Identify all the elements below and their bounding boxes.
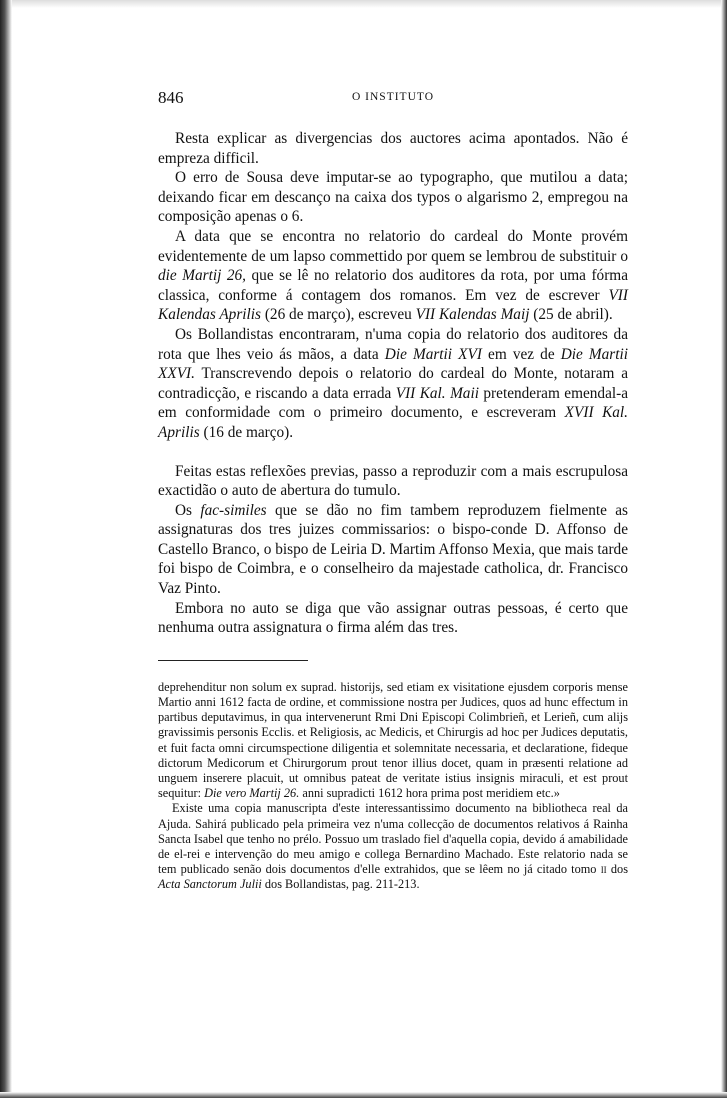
scan-edge-left [0,0,12,1098]
scan-edge-right [721,0,727,1098]
scan-edge-top [0,0,727,8]
footnote-2-text: Existe uma copia manuscripta d'este interessantissimo documento na bibliotheca real da Ajuda. Sahirá publicado pela primeira vez n'uma collecção de documentos relativos á Rainha Sancta Isabel que tenho no prélo. Possuo um traslado fiel d'aquella copia, devido á amabilidade de el-rei e intervenção do meu amigo e collega Bernardino Machado. Este relatorio nada se tem publicado senão dois documentos d'elle extrahidos, que se lêem no já citado tomo [158,801,628,877]
paragraph-4-italic: VII Kal. Maii [395,384,479,402]
paragraph-6-text: que se dão no fim tambem reproduzem fielmente as assignaturas dos tres juizes commissarios: o bispo-conde D. Affonso de Castello Branco, o bispo de Leiria D. Martim Affonso Mexia, que mais tarde foi bispo de Coimbra, e o conselheiro da majestade catholica, dr. Francisco Vaz Pinto. [158,501,628,598]
paragraph-3-text: que se lê no relatorio dos auditores da rota, por uma fórma classica, conforme á contagem dos romanos. Em vez de escrever [158,267,628,304]
footnote-1-text: anni supradicti 1612 hora prima post meridiem etc.» [299,786,560,801]
paragraph-7: Embora no auto se diga que vão assignar outras pessoas, é certo que nenhuma outra assignatura o firma além das tres. [158,599,628,637]
paragraph-4-text: Os Bollandistas encontraram, n'uma copia do relatorio dos auditores da rota que lhes veio ás mãos, a data [158,325,628,363]
paragraph-4-text: (16 de março). [199,423,294,441]
footnote-rule [158,660,308,661]
paragraph-3-text: (26 de março), escreveu [261,306,416,324]
paragraph-4-italic: Die Martii XVI [384,345,482,363]
body-text [158,129,628,638]
paragraph-6-italic: fac-similes [200,501,267,519]
book-page [158,88,628,893]
paragraph-3-text: (25 de abril). [529,306,613,324]
paragraph-4-text: em vez de [481,345,561,363]
paragraph-4-italic: Die Martii XXVI. [158,345,628,383]
paragraph-4-text: pretenderam emendal-a em conformidade com o primeiro documento, e escreveram [158,384,628,422]
paragraph-3-italic: die Martij 26, [158,267,246,285]
running-head [158,88,628,114]
page-number: 846 [158,88,184,107]
paragraph-2: O erro de Sousa deve imputar-se ao typographo, que mutilou a data; deixando ficar em descanço na caixa dos typos o algarismo 2, empregou na composição apenas o 6. [158,169,628,226]
paragraph-5: Feitas estas reflexões previas, passo a reproduzir com a mais escrupulosa exactidão o auto de abertura do tumulo. [158,462,628,500]
footnote-2-text: dos [606,862,628,877]
scan-edge-bottom [0,1092,727,1098]
paragraph-3 [158,227,628,325]
paragraph-1: Resta explicar as divergencias dos auctores acima apontados. Não é empreza difficil. [158,130,628,167]
running-title: O INSTITUTO [351,91,435,103]
paragraph-3-text: A data que se encontra no relatorio do cardeal do Monte provém evidentemente de um lapso commettido por quem se lembrou de substituir o [158,227,628,265]
footnote-1-text: deprehenditur non solum ex suprad. historijs, sed etiam ex visitatione ejusdem corporis mense Martio anni 1612 facta de ordine, et commissione nostra per Judices, quos ad hunc effectum in partibus deputavimus, in qua intervenerunt Rmi Dni Episcopi Colimbrieñ, et Lerieñ, cum alijs gravissimis personis Ecclis. et Religiosis, ac Medicis, et Chirurgis ad hoc per Judices deputatis, et fuit facta omni circumspectione diligentia et solemnitate necessaria, et declaratione, fideque dictorum Medicorum et Chirurgorum prout tenor illius docet, quam in præsenti relatione ad unguem inserere placuit, ut omnibus pateat de veritate istius insignis miraculi, et est prout sequitur: [158,679,628,801]
footnote-2-text: dos Bollandistas, pag. 211-213. [261,877,420,892]
footnote-1-italic: Die vero Martij 26. [204,786,300,801]
paragraph-6-text: Os [175,501,201,519]
footnote-2-italic: Acta Sanctorum Julii [158,877,262,892]
paragraph-3-italic: VII Kalendas Aprilis [158,286,628,324]
paragraph-3-italic: VII Kalendas Maij [415,306,530,324]
paragraph-4 [158,325,628,443]
footnote-2-smallcaps: ii [600,862,607,877]
footnotes [158,680,628,893]
footnote-1 [158,680,628,802]
paragraph-4-italic: XVII Kal. Aprilis [158,404,628,441]
paragraph-6 [158,501,628,599]
footnote-2 [158,801,628,892]
paragraph-4-text: Transcrevendo depois o relatorio do cardeal do Monte, notaram a contradicção, e riscando a data errada [158,365,628,402]
